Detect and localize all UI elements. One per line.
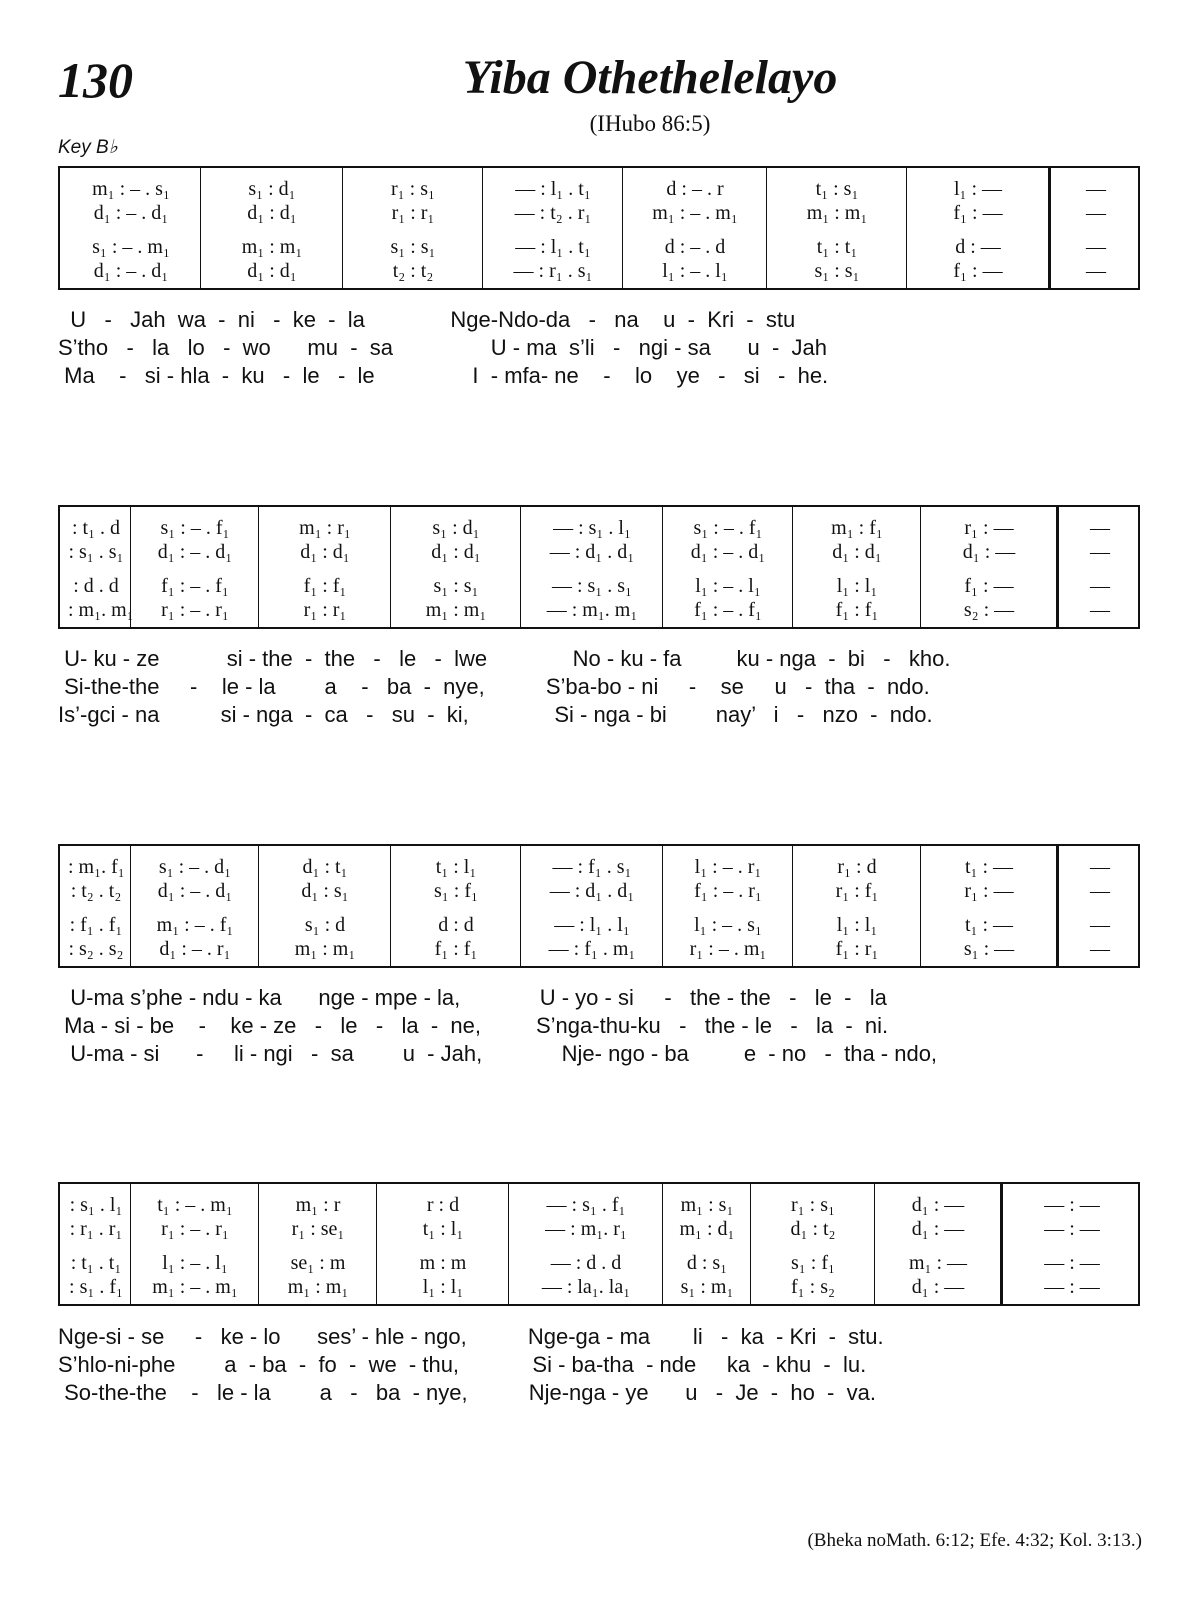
bar-line	[622, 168, 623, 288]
solfa-cell: r : d	[426, 1194, 460, 1216]
solfa-cell: s₁ : —	[963, 938, 1015, 960]
solfa-cell: d₁ : – . d₁	[690, 541, 766, 563]
notation-system	[58, 166, 1140, 290]
solfa-cell: — : d₁ . d₁	[549, 880, 635, 902]
solfa-cell: — : m₁. m₁	[546, 599, 638, 621]
solfa-cell: l₁ : l₁	[836, 914, 878, 936]
lyric-line: Si-the-the - le - la a - ba - nye, S’ba-bo - ni - se u - tha - ndo.	[58, 674, 930, 699]
solfa-cell: m₁ : m₁	[287, 1276, 349, 1298]
solfa-cell: — : —	[1044, 1276, 1100, 1298]
solfa-cell: — : la₁. la₁	[541, 1276, 631, 1298]
solfa-cell: — : —	[1044, 1194, 1100, 1216]
bar-line	[200, 168, 201, 288]
solfa-cell: r₁ : s₁	[791, 1194, 835, 1216]
solfa-cell: — : —	[1044, 1218, 1100, 1240]
solfa-cell: : t₂ . t₂	[70, 880, 122, 902]
solfa-cell: d₁ : —	[962, 541, 1016, 563]
solfa-cell: —	[1090, 575, 1110, 597]
solfa-cell: — : m₁. r₁	[545, 1218, 627, 1240]
solfa-cell: s₁ : – . f₁	[693, 517, 763, 539]
solfa-cell: s₁ : d₁	[432, 517, 480, 539]
solfa-cell: r₁ : —	[964, 880, 1014, 902]
solfa-cell: : t₁ . d	[71, 517, 121, 539]
solfa-cell: d₁ : t₁	[302, 856, 348, 878]
solfa-cell: —	[1086, 178, 1106, 200]
bar-line	[258, 846, 259, 966]
solfa-cell: f₁ : – . f₁	[694, 599, 762, 621]
bar-line	[874, 1184, 875, 1304]
solfa-cell: m₁ : r	[295, 1194, 341, 1216]
bar-line	[258, 507, 259, 627]
solfa-cell: —	[1090, 541, 1110, 563]
solfa-cell: : d . d	[73, 575, 119, 597]
solfa-cell: : t₁ . t₁	[70, 1252, 122, 1274]
solfa-cell: t₁ : —	[964, 914, 1014, 936]
solfa-cell: t₁ : —	[964, 856, 1014, 878]
lyric-line: U- ku - ze si - the - the - le - lwe No - ku - fa ku - nga - bi - kho.	[58, 646, 951, 671]
notation-system	[58, 505, 1140, 629]
solfa-cell: l₁ : l₁	[836, 575, 878, 597]
solfa-cell: d₁ : s₁	[301, 880, 349, 902]
solfa-cell: — : d₁ . d₁	[549, 541, 635, 563]
solfa-cell: — : l₁ . t₁	[515, 236, 591, 258]
solfa-cell: l₁ : – . l₁	[695, 575, 761, 597]
solfa-cell: d : – . r	[666, 178, 724, 200]
solfa-cell: se₁ : m	[290, 1252, 346, 1274]
solfa-cell: m₁ : f₁	[831, 517, 883, 539]
solfa-cell: d : – . d	[664, 236, 726, 258]
solfa-cell: l₁ : —	[953, 178, 1003, 200]
lyric-line: U-ma - si - li - ngi - sa u - Jah, Nje- ngo - ba e - no - tha - ndo,	[58, 1041, 938, 1066]
solfa-cell: m₁ : m₁	[294, 938, 356, 960]
bar-line	[508, 1184, 509, 1304]
solfa-cell: : s₁ . f₁	[69, 1276, 123, 1298]
solfa-cell: s₁ : s₁	[814, 260, 860, 282]
solfa-cell: r₁ : – . m₁	[689, 938, 767, 960]
solfa-cell: s₁ : f₁	[791, 1252, 835, 1274]
bar-line	[750, 1184, 751, 1304]
lyric-line: Ma - si - be - ke - ze - le - la - ne, S’nga-thu-ku - the - le - la - ni.	[58, 1013, 889, 1038]
solfa-cell: s₁ : – . f₁	[160, 517, 230, 539]
solfa-cell: — : f₁ . m₁	[548, 938, 636, 960]
solfa-cell: m₁ : m₁	[806, 202, 868, 224]
scripture-reference: (IHubo 86:5)	[589, 111, 711, 136]
solfa-cell: — : r₁ . s₁	[513, 260, 593, 282]
bar-line	[130, 1184, 131, 1304]
bar-line	[520, 507, 521, 627]
solfa-cell: f₁ : f₁	[835, 599, 879, 621]
solfa-cell: d₁ : d₁	[247, 260, 297, 282]
solfa-cell: d₁ : d₁	[431, 541, 481, 563]
solfa-cell: t₁ : – . m₁	[157, 1194, 233, 1216]
solfa-cell: : m₁. m₁	[68, 599, 134, 621]
bar-line	[920, 507, 921, 627]
solfa-cell: f₁ : —	[953, 202, 1003, 224]
solfa-cell: d₁ : – . d₁	[93, 202, 169, 224]
solfa-cell: f₁ : —	[964, 575, 1014, 597]
solfa-cell: l₁ : l₁	[422, 1276, 464, 1298]
solfa-cell: r₁ : se₁	[291, 1218, 345, 1240]
solfa-cell: — : —	[1044, 1252, 1100, 1274]
solfa-cell: t₁ : s₁	[815, 178, 859, 200]
solfa-cell: —	[1086, 260, 1106, 282]
solfa-cell: : s₁ . s₁	[68, 541, 124, 563]
solfa-cell: r₁ : f₁	[835, 880, 879, 902]
bar-line	[1056, 507, 1059, 627]
bar-line	[792, 507, 793, 627]
solfa-cell: t₁ : l₁	[422, 1218, 464, 1240]
lyric-line: S’tho - la lo - wo mu - sa U - ma s’li - ngi - sa u - Jah	[58, 335, 827, 360]
solfa-cell: r₁ : – . r₁	[161, 1218, 229, 1240]
solfa-cell: m₁ : m₁	[425, 599, 487, 621]
solfa-cell: —	[1090, 517, 1110, 539]
bar-line	[1000, 1184, 1003, 1304]
solfa-cell: d₁ : d₁	[300, 541, 350, 563]
solfa-cell: t₁ : l₁	[435, 856, 477, 878]
solfa-cell: — : s₁ . f₁	[546, 1194, 626, 1216]
solfa-cell: m₁ : —	[908, 1252, 968, 1274]
lyric-line: Nge-si - se - ke - lo ses’ - hle - ngo, Nge-ga - ma li - ka - Kri - stu.	[58, 1324, 884, 1349]
bar-line	[342, 168, 343, 288]
solfa-cell: f₁ : r₁	[835, 938, 879, 960]
lyric-line: Ma - si - hla - ku - le - le I - mfa- ne - lo ye - si - he.	[58, 363, 829, 388]
solfa-cell: m₁ : – . m₁	[652, 202, 738, 224]
solfa-cell: d₁ : – . d₁	[157, 880, 233, 902]
solfa-cell: r₁ : s₁	[391, 178, 435, 200]
solfa-cell: d₁ : – . d₁	[93, 260, 169, 282]
solfa-cell: —	[1090, 880, 1110, 902]
solfa-cell: d : d	[438, 914, 474, 936]
solfa-cell: f₁ : f₁	[434, 938, 478, 960]
hymn-title: Yiba Othethelelayo	[462, 51, 838, 104]
solfa-cell: s₂ : —	[963, 599, 1015, 621]
solfa-cell: — : d . d	[550, 1252, 622, 1274]
solfa-cell: m₁ : s₁	[680, 1194, 734, 1216]
solfa-cell: m₁ : – . m₁	[152, 1276, 238, 1298]
cross-references: (Bheka noMath. 6:12; Efe. 4:32; Kol. 3:13.)	[807, 1530, 1142, 1551]
lyric-line: U-ma s’phe - ndu - ka nge - mpe - la, U - yo - si - the - the - le - la	[58, 985, 887, 1010]
solfa-cell: d₁ : – . r₁	[159, 938, 231, 960]
bar-line	[520, 846, 521, 966]
solfa-cell: — : l₁ . l₁	[554, 914, 630, 936]
solfa-cell: r₁ : – . r₁	[161, 599, 229, 621]
solfa-cell: —	[1086, 236, 1106, 258]
solfa-cell: : s₂ . s₂	[68, 938, 124, 960]
lyric-line: S’hlo-ni-phe a - ba - fo - we - thu, Si - ba-tha - nde ka - khu - lu.	[58, 1352, 867, 1377]
solfa-cell: r₁ : d	[837, 856, 877, 878]
solfa-cell: f₁ : —	[953, 260, 1003, 282]
solfa-cell: —	[1086, 202, 1106, 224]
solfa-cell: m₁ : m₁	[241, 236, 303, 258]
solfa-cell: m₁ : d₁	[679, 1218, 735, 1240]
solfa-cell: t₁ : t₁	[816, 236, 858, 258]
solfa-cell: : f₁ . f₁	[69, 914, 123, 936]
key-signature: Key B♭	[58, 137, 118, 158]
solfa-cell: d : —	[955, 236, 1001, 258]
notation-system	[58, 844, 1140, 968]
solfa-cell: l₁ : – . l₁	[662, 260, 728, 282]
solfa-cell: —	[1090, 914, 1110, 936]
bar-line	[376, 1184, 377, 1304]
bar-line	[130, 846, 131, 966]
solfa-cell: : r₁ . r₁	[69, 1218, 123, 1240]
solfa-cell: —	[1090, 938, 1110, 960]
solfa-cell: — : l₁ . t₁	[515, 178, 591, 200]
solfa-cell: s₁ : – . d₁	[158, 856, 232, 878]
solfa-cell: r₁ : r₁	[391, 202, 435, 224]
bar-line	[390, 846, 391, 966]
bar-line	[792, 846, 793, 966]
solfa-cell: d₁ : t₂	[790, 1218, 836, 1240]
solfa-cell: r₁ : —	[964, 517, 1014, 539]
solfa-cell: m : m	[419, 1252, 467, 1274]
solfa-cell: s₁ : m₁	[680, 1276, 734, 1298]
solfa-cell: s₁ : s₁	[390, 236, 436, 258]
solfa-cell: m₁ : – . f₁	[156, 914, 234, 936]
lyric-line: U - Jah wa - ni - ke - la Nge-Ndo-da - na u - Kri - stu	[58, 307, 796, 332]
notation-system	[58, 1182, 1140, 1306]
solfa-cell: d₁ : —	[911, 1218, 965, 1240]
solfa-cell: f₁ : – . r₁	[694, 880, 762, 902]
solfa-cell: f₁ : s₂	[791, 1276, 835, 1298]
solfa-cell: m₁ : r₁	[299, 517, 351, 539]
solfa-cell: s₁ : – . m₁	[92, 236, 170, 258]
solfa-cell: s₁ : d	[304, 914, 346, 936]
solfa-cell: s₁ : f₁	[434, 880, 478, 902]
solfa-cell: l₁ : – . l₁	[162, 1252, 228, 1274]
solfa-cell: f₁ : f₁	[303, 575, 347, 597]
solfa-cell: d₁ : d₁	[247, 202, 297, 224]
solfa-cell: — : s₁ . l₁	[553, 517, 631, 539]
bar-line	[482, 168, 483, 288]
bar-line	[1048, 168, 1051, 288]
solfa-cell: — : s₁ . s₁	[551, 575, 633, 597]
solfa-cell: — : f₁ . s₁	[552, 856, 632, 878]
bar-line	[662, 846, 663, 966]
bar-line	[258, 1184, 259, 1304]
solfa-cell: d : s₁	[686, 1252, 728, 1274]
solfa-cell: —	[1090, 856, 1110, 878]
solfa-cell: m₁ : – . s₁	[92, 178, 170, 200]
solfa-cell: s₁ : d₁	[248, 178, 296, 200]
bar-line	[662, 507, 663, 627]
solfa-cell: : s₁ . l₁	[69, 1194, 123, 1216]
solfa-cell: l₁ : – . r₁	[694, 856, 762, 878]
bar-line	[920, 846, 921, 966]
solfa-cell: f₁ : – . f₁	[161, 575, 229, 597]
solfa-cell: d₁ : – . d₁	[157, 541, 233, 563]
solfa-cell: — : t₂ . r₁	[514, 202, 592, 224]
solfa-cell: r₁ : r₁	[303, 599, 347, 621]
bar-line	[662, 1184, 663, 1304]
solfa-cell: : m₁. f₁	[68, 856, 125, 878]
solfa-cell: d₁ : d₁	[832, 541, 882, 563]
lyric-line: So-the-the - le - la a - ba - nye, Nje-nga - ye u - Je - ho - va.	[58, 1380, 876, 1405]
bar-line	[766, 168, 767, 288]
bar-line	[390, 507, 391, 627]
solfa-cell: l₁ : – . s₁	[694, 914, 762, 936]
solfa-cell: d₁ : —	[911, 1276, 965, 1298]
solfa-cell: t₂ : t₂	[392, 260, 434, 282]
solfa-cell: s₁ : s₁	[433, 575, 479, 597]
bar-line	[906, 168, 907, 288]
hymn-number: 130	[58, 52, 133, 108]
bar-line	[1056, 846, 1059, 966]
solfa-cell: d₁ : —	[911, 1194, 965, 1216]
lyric-line: Is’-gci - na si - nga - ca - su - ki, Si - nga - bi nay’ i - nzo - ndo.	[58, 702, 933, 727]
solfa-cell: —	[1090, 599, 1110, 621]
